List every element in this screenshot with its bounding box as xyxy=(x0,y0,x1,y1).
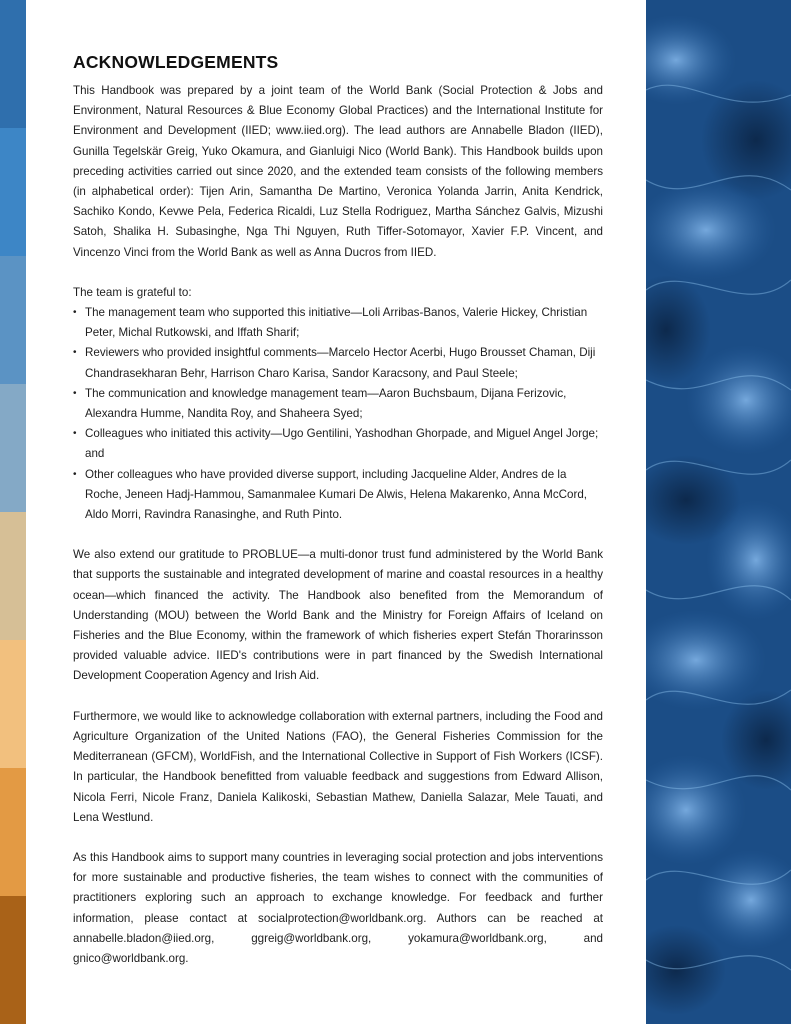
strip-band-5 xyxy=(0,512,26,640)
list-item: • Other colleagues who have provided diverse support, including Jacqueline Alder, Andres de la Roche, Jeneen Hadj-Hammou, Samanmalee Kumari De Alwis, Helena Makarenko, Anna McCord, Aldo Morri, Ravindra Ranasinghe, and Ruth Pinto. xyxy=(73,465,603,526)
strip-band-7 xyxy=(0,768,26,896)
strip-band-6 xyxy=(0,640,26,768)
paragraph-problue: We also extend our gratitude to PROBLUE—a multi-donor trust fund administered by the World Bank that supports the sustainable and integrated development of marine and coastal resources in a healthy ocean—which financed the activity. The Handbook also benefited from the Memorandum of Understanding (MOU) between the World Bank and the Ministry for Foreign Affairs of Iceland on Fisheries and the Blue Economy, within the framework of which fisheries expert Stefán Thorarinsson provided valuable advice. IIED's contributions were in part financed by the Swedish International Development Cooperation Agency and Irish Aid. xyxy=(73,548,603,683)
list-item: • Reviewers who provided insightful comments—Marcelo Hector Acerbi, Hugo Brousset Chaman, Diji Chandrasekharan Behr, Harrison Charo Karisa, Sandor Karacsony, and Paul Steele; xyxy=(73,343,603,383)
strip-band-1 xyxy=(0,0,26,128)
net-texture-image xyxy=(646,0,791,1024)
list-item: • The management team who supported this initiative—Loli Arribas-Banos, Valerie Hickey, Christian Peter, Michal Rutkowski, and Iffath Sharif; xyxy=(73,303,603,343)
paragraph-team: This Handbook was prepared by a joint team of the World Bank (Social Protection & Jobs and Environment, Natural Resources & Blue Economy Global Practices) and the International Institute for Environment and Development (IIED; www.iied.org). The lead authors are Annabelle Bladon (IIED), Gunilla Tegelskär Greig, Yuko Okamura, and Gianluigi Nico (World Bank). This Handbook builds upon preceding activities carried out since 2020, and the extended team consists of the following members (in alphabetical order): Tijen Arin, Samantha De Martino, Veronica Yolanda Jarrin, Anita Kendrick, Sachiko Kondo, Kevwe Pela, Federica Ricaldi, Luz Stella Rodriguez, Martha Sánchez Galvis, Mizushi Satoh, Shalika H. Subasinghe, Nga Thi Nguyen, Ruth Tiffer-Sotomayor, Xavier F.P. Vincent, and Vincenzo Vinci from the World Bank as well as Anna Ducros from IIED. xyxy=(73,84,603,259)
strip-band-8 xyxy=(0,896,26,1024)
list-item: • Colleagues who initiated this activity—Ugo Gentilini, Yashodhan Ghorpade, and Miguel Angel Jorge; and xyxy=(73,424,603,464)
paragraph-contact: As this Handbook aims to support many countries in leveraging social protection and jobs interventions for more sustainable and productive fisheries, the team wishes to connect with the communities of practitioners exploring such an approach to exchange knowledge. For feedback and further information, please contact at socialprotection@worldbank.org. Authors can be reached at annabelle.bladon@iied.org, ggreig@worldbank.org, yokamura@worldbank.org, and gnico@worldbank.org. xyxy=(73,850,603,965)
paragraph-partners: Furthermore, we would like to acknowledge collaboration with external partners, including the Food and Agriculture Organization of the United Nations (FAO), the General Fisheries Commission for the Mediterranean (GFCM), WorldFish, and the International Collective in Support of Fish Workers (ICSF). In particular, the Handbook benefitted from valuable feedback and suggestions from Edward Allison, Nicola Ferri, Nicole Franz, Daniela Kalikoski, Sebastian Mathew, Daniella Salazar, Mele Tauati, and Lena Westlund. xyxy=(73,709,603,824)
fishing-net-photo xyxy=(646,0,791,1024)
acknowledgements-section xyxy=(73,52,603,969)
strip-band-4 xyxy=(0,384,26,512)
list-item: • The communication and knowledge management team—Aaron Buchsbaum, Dijana Ferizovic, Alexandra Humme, Nandita Roy, and Shaheera Syed; xyxy=(73,384,603,424)
paragraph-grateful-intro: The team is grateful to: xyxy=(73,285,192,299)
page-heading: ACKNOWLEDGEMENTS xyxy=(73,52,279,72)
grateful-list xyxy=(73,303,603,525)
strip-band-2 xyxy=(0,128,26,256)
color-strip xyxy=(0,0,26,1024)
strip-band-3 xyxy=(0,256,26,384)
